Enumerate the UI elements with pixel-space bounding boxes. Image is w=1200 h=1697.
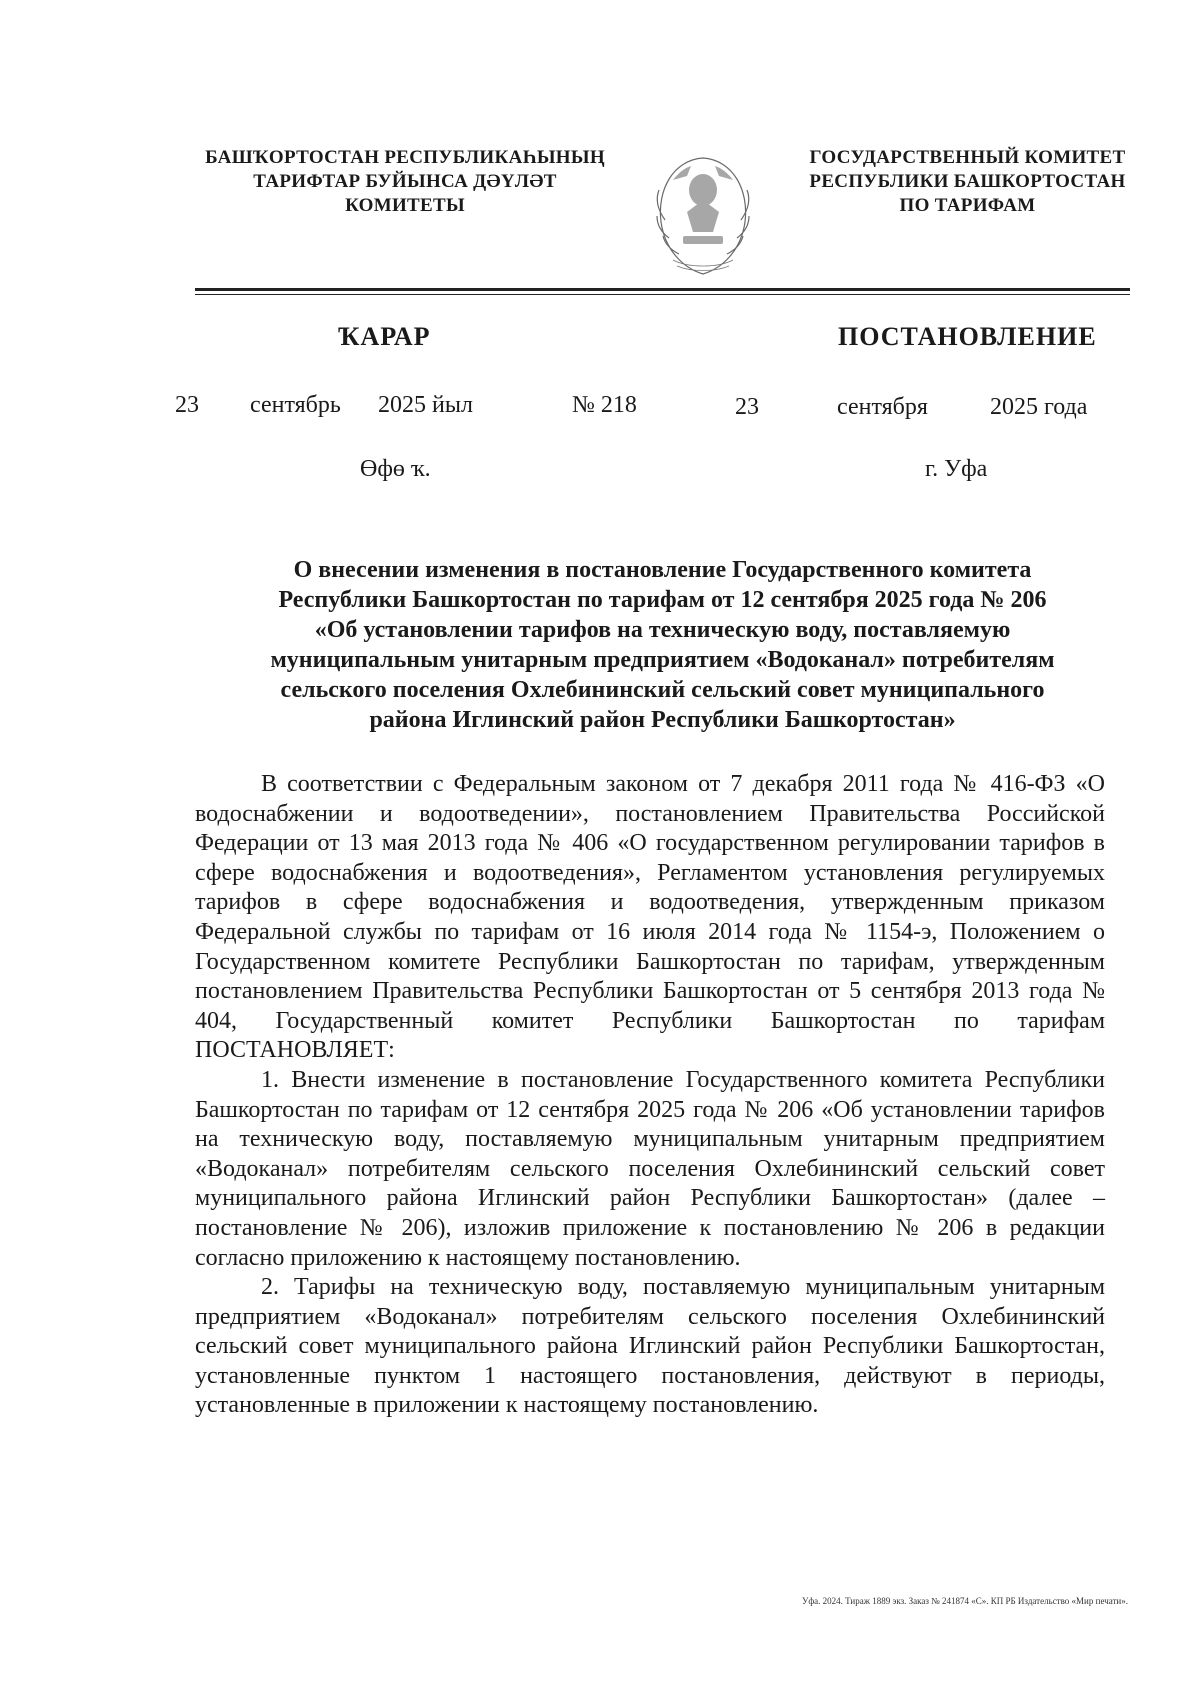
document-number: № 218 bbox=[572, 392, 637, 418]
place-bashkir: Өфө ҡ. bbox=[360, 456, 431, 482]
header-right-line: ПО ТАРИФАМ bbox=[899, 195, 1036, 216]
title-bashkir: ҠАРАР bbox=[338, 322, 431, 351]
date-month-right: сентября bbox=[837, 394, 928, 420]
header-divider-thin bbox=[195, 294, 1130, 295]
subject-line: сельского поселения Охлебининский сельский совет муниципального bbox=[280, 677, 1045, 703]
date-day-left: 23 bbox=[175, 392, 199, 418]
header-left-line: КОМИТЕТЫ bbox=[345, 195, 465, 216]
bashkortostan-emblem-icon bbox=[643, 150, 763, 280]
document-subject bbox=[200, 555, 1125, 735]
header-left-line: ТАРИФТАР БУЙЫНСА ДӘҮЛӘТ bbox=[253, 171, 557, 192]
item-1-paragraph: 1. Внести изменение в постановление Государственного комитета Республики Башкортостан по тарифам от 12 сентября 2025 года № 206 «Об установлении тарифов на техническую воду, поставляемую муниципальным унитарным предприятием «Водоканал» потребителям сельского поселения Охлебининский сельский совет муниципального района Иглинский район Республики Башкортостан» (далее – постановление № 206), изложив приложение к постановлению № 206 в редакции согласно приложению к настоящему постановлению. bbox=[195, 1066, 1105, 1271]
subject-line: муниципальным унитарным предприятием «Водоканал» потребителям bbox=[270, 647, 1055, 673]
header-right-line: ГОСУДАРСТВЕННЫЙ КОМИТЕТ bbox=[809, 147, 1126, 168]
subject-line: «Об установлении тарифов на техническую воду, поставляемую bbox=[314, 617, 1011, 643]
header-right bbox=[795, 146, 1140, 218]
preamble-paragraph: В соответствии с Федеральным законом от 7 декабря 2011 года № 416-ФЗ «О водоснабжении и водоотведении», постановлением Правительства Российской Федерации от 13 мая 2013 года № 406 «О государственном регулировании тарифов в сфере водоснабжения и водоотведения», Регламентом установления регулируемых тарифов в сфере водоснабжения и водоотведения, утвержденным приказом Федеральной службы по тарифам от 16 июля 2014 года № 1154-э, Положением о Государственном комитете Республики Башкортостан по тарифам, утвержденным постановлением Правительства Республики Башкортостан от 5 сентября 2013 года № 404, Государственный комитет Республики Башкортостан по тарифам ПОСТАНОВЛЯЕТ: bbox=[195, 771, 1105, 1064]
subject-line: района Иглинский район Республики Башкортостан» bbox=[369, 707, 956, 733]
subject-line: Республики Башкортостан по тарифам от 12 сентября 2025 года № 206 bbox=[278, 587, 1047, 613]
header-left-line: БАШҠОРТОСТАН РЕСПУБЛИКАҺЫНЫҢ bbox=[205, 147, 605, 168]
date-year-right: 2025 года bbox=[990, 394, 1088, 420]
header-left bbox=[190, 146, 620, 218]
title-russian: ПОСТАНОВЛЕНИЕ bbox=[838, 322, 1097, 351]
print-footer: Уфа. 2024. Тираж 1889 экз. Заказ № 241874 «С». КП РБ Издательство «Мир печати». bbox=[801, 1596, 1128, 1606]
item-2-paragraph: 2. Тарифы на техническую воду, поставляемую муниципальным унитарным предприятием «Водоканал» потребителям сельского поселения Охлебининский сельский совет муниципального района Иглинский район Республики Башкортостан, установленные пунктом 1 настоящего постановления, действуют в периоды, установленные в приложении к настоящему постановлению. bbox=[195, 1274, 1105, 1419]
date-month-left: сентябрь bbox=[250, 392, 341, 418]
document-body bbox=[195, 770, 1105, 1421]
date-day-right: 23 bbox=[735, 394, 759, 420]
place-russian: г. Уфа bbox=[925, 456, 988, 482]
subject-line: О внесении изменения в постановление Государственного комитета bbox=[293, 557, 1032, 583]
header-right-line: РЕСПУБЛИКИ БАШКОРТОСТАН bbox=[809, 171, 1126, 192]
header-divider-thick bbox=[195, 288, 1130, 291]
date-year-left: 2025 йыл bbox=[378, 392, 473, 418]
